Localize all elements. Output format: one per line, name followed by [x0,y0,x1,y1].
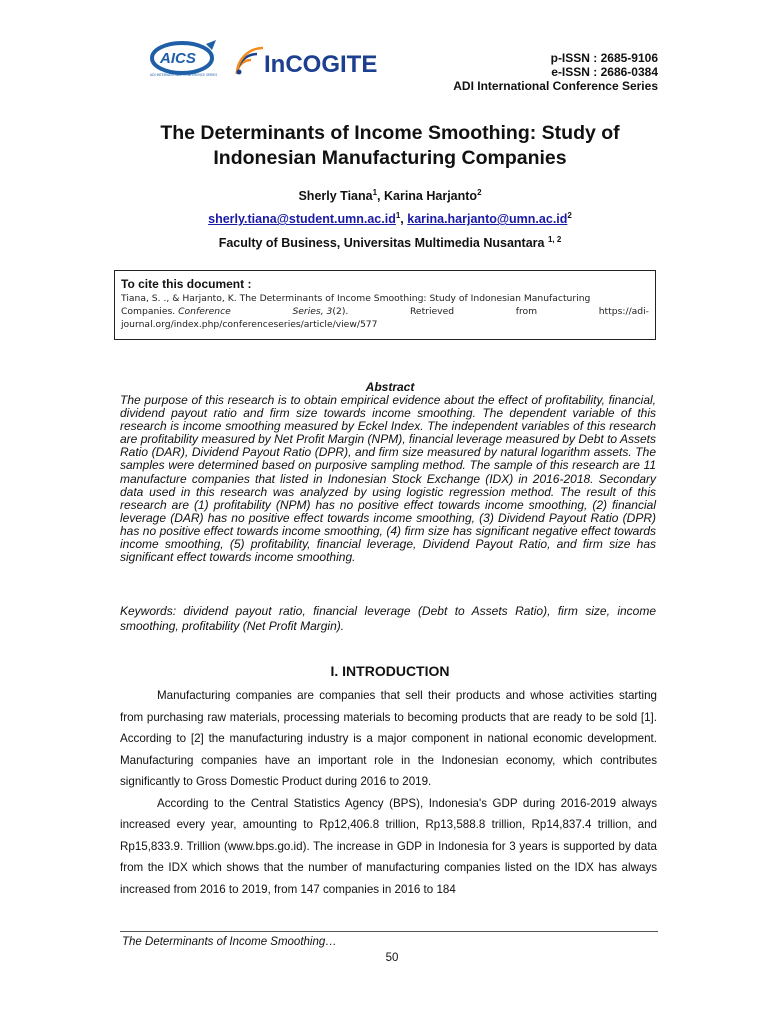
series-name: ADI International Conference Series [453,79,658,93]
introduction-body [120,685,657,900]
incogite-logo-icon [234,44,404,78]
citation-url[interactable]: journal.org/index.php/conferenceseries/article/view/577 [121,319,378,330]
email-link[interactable]: karina.harjanto@umn.ac.id [407,212,568,227]
incogite-logo-text: InCOGITE [264,51,378,78]
citation-text: Tiana, S. ., & Harjanto, K. The Determinants of Income Smoothing: Study of Indonesian Manufacturing Companies. Conference Series, 3(2). Retrieved from https://adi- journal.org/index.php/conferenceseries/article/view/577 [121,293,649,330]
paper-title [120,121,660,171]
title-line: Indonesian Manufacturing Companies [213,147,567,169]
footer-divider [120,931,658,932]
author-block [120,183,660,253]
author-name: Sherly Tiana [298,189,373,204]
abstract-text: The purpose of this research is to obtain empirical evidence about the effect of profitability, financial, dividend payout ratio and firm size towards income smoothing. The dependent variable of this research is income smoothing measured by Eckel Index. The independent variables of this research are profitability measured by Net Profit Margin (NPM), financial leverage measured by Debt to Assets Ratio (DAR), Dividend Payout Ratio (DPR), and firm size measured by natural logarithm assets. The samples were determined based on purposive sampling method. The sample of this research are 11 manufacture companies that listed in Indonesian Stock Exchange (IDX) in 2016-2018. Secondary data used in this research was analyzed by using logistic regression method. The result of this research are (1) profitability (NPM) has no positive effect towards income smoothing, (2) financial leverage (DAR) has no positive effect towards income smoothing, (3) Dividend Payout Ratio (DPR) has no positive effect towards income smoothing, (4) firm size has significant negative effect towards income smoothing, (5) profitability, financial leverage, Dividend Payout Ratio, and firm size has significant effect towards income smoothing. [120,393,656,565]
abstract-heading: Abstract [365,380,415,394]
page-number: 50 [385,952,399,964]
paragraph: Manufacturing companies are companies that sell their products and whose activities starting from purchasing raw materials, processing materials to becoming products that are ready to be sold [1]. According to [2] the manufacturing industry is a major component in national economic development. Manufacturing companies have an important role in the Indonesian economy, which contributes significantly to Gross Domestic Product during 2016 to 2019. [120,689,657,788]
citation-url[interactable]: https://adi- [598,306,649,317]
paragraph: According to the Central Statistics Agency (BPS), Indonesia's GDP during 2016-2019 always increased every year, amounting to Rp12,406.8 trillion, Rp13,588.8 trillion, Rp14,837.4 trillion, and Rp15,833.9. Trillion (www.bps.go.id). The increase in GDP in Indonesia for 3 years is supported by data from the IDX which shows that the number of manufacturing companies listed on the IDX has always increased from 2016 to 2019, from 147 companies in 2016 to 184 [120,796,657,896]
author-name: Karina Harjanto [383,189,478,204]
affiliation: Faculty of Business, Universitas Multimedia Nusantara $^{1, 2}$ [218,235,562,251]
header-logos [146,38,406,82]
email-link[interactable]: sherly.tiana@student.umn.ac.id [208,212,396,227]
running-title: The Determinants of Income Smoothing… [122,936,337,948]
citation-box [114,270,656,340]
issn-block [453,51,658,93]
e-issn: e-ISSN : 2686-0384 [551,65,658,79]
title-line: The Determinants of Income Smoothing: Study of [160,122,620,144]
citation-heading: To cite this document : [121,277,252,291]
keywords: Keywords: dividend payout ratio, financial leverage (Debt to Assets Ratio), firm size, income smoothing, profitability (Net Profit Margin). [120,604,656,633]
aics-logo-text: AICS [160,50,196,67]
aics-logo-icon [146,38,230,78]
aics-logo-subtext: ADI INTERNATIONAL CONFERENCE SERIES [150,73,218,77]
p-issn: p-ISSN : 2685-9106 [550,51,658,65]
section-heading: I. INTRODUCTION [330,663,450,679]
author-names: Sherly Tiana$^1$, Karina Harjanto$^2$ [298,188,482,204]
author-emails: $sherly.tiana@student.umn.ac.id^1$, $karina.harjanto@umn.ac.id^2$ [208,211,572,227]
